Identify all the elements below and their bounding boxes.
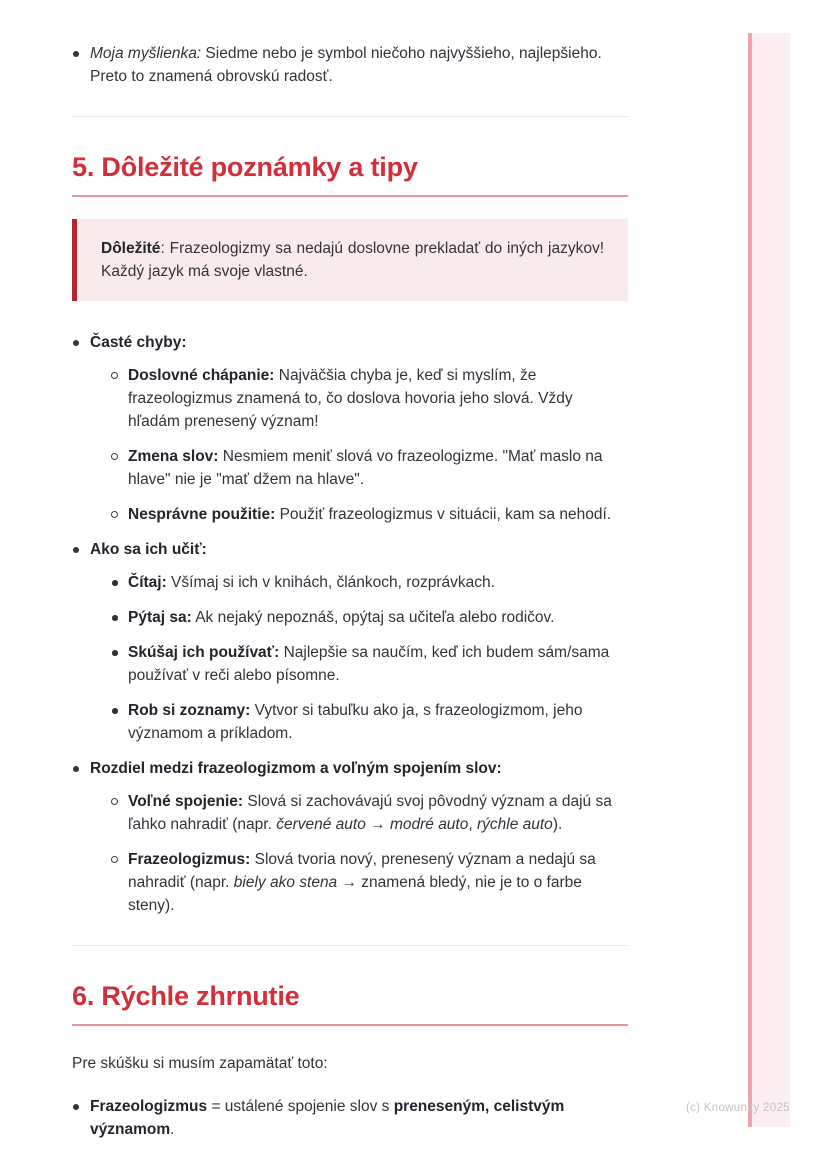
text-segment: Najväčšia chyba je, keď si myslím, že frazeologizmus znamená to, čo doslova hovoria jeho slová. Vždy hľadám prenesený význam! (128, 367, 573, 430)
circle-bullet-icon (111, 798, 118, 805)
text-segment: Najlepšie sa naučím, keď ich budem sám/sama používať v reči alebo písomne. (128, 644, 610, 684)
circle-bullet-icon (111, 453, 118, 460)
text-segment: Slová tvoria nový, prenesený význam a nedajú sa nahradiť (napr. (128, 851, 596, 891)
bullet-icon (73, 51, 79, 57)
bullet-icon (73, 766, 79, 772)
callout-text (101, 237, 604, 283)
text-segment: Časté chyby: (90, 334, 187, 351)
sub-item-text (128, 851, 596, 914)
sub-list-item (110, 503, 628, 526)
bullet-icon (73, 547, 79, 553)
section5-heading: 5. Dôležité poznámky a tipy (72, 151, 628, 197)
sub-list (110, 571, 628, 745)
sub-list-item (110, 606, 628, 629)
list-item-label (90, 760, 502, 777)
sub-list-item (110, 445, 628, 491)
sub-list-item (110, 641, 628, 687)
important-callout (72, 219, 628, 301)
bullet-icon (112, 580, 118, 586)
sub-item-text (128, 506, 611, 523)
text-segment: Frazeologizmus: (128, 851, 251, 868)
sub-item-text (128, 574, 495, 591)
sub-item-text (128, 367, 573, 430)
sub-list-item (110, 790, 628, 836)
text-segment: Čítaj: (128, 574, 167, 591)
content-column (72, 42, 628, 1141)
sub-list-item (110, 848, 628, 917)
text-segment: Slová si zachovávajú svoj pôvodný význam a dajú sa ľahko nahradiť (napr. (128, 793, 612, 833)
text-segment: Nesmiem meniť slová vo frazeologizme. "Mať maslo na hlave" nie je "mať džem na hlave". (128, 448, 603, 488)
text-segment: Voľné spojenie: (128, 793, 244, 810)
list-item (72, 757, 628, 917)
sub-item-text (128, 793, 612, 833)
bullet-icon (112, 708, 118, 714)
list-item-label (90, 334, 186, 351)
list-item-text (90, 1098, 564, 1138)
section5-list (72, 331, 628, 917)
text-segment: rýchle auto (476, 816, 553, 833)
text-segment: Pre skúšku si musím zapamätať toto: (72, 1055, 328, 1072)
list-item (72, 42, 628, 88)
sub-list (110, 364, 628, 526)
text-segment: Siedme nebo je symbol niečoho najvyššieho, najlepšieho. Preto to znamená obrovskú radosť. (90, 45, 602, 85)
watermark: (c) Knowunity 2025 (686, 1102, 790, 1114)
text-segment: Frazeologizmus (90, 1098, 208, 1115)
text-segment: Použiť frazeologizmus v situácii, kam sa nehodí. (275, 506, 612, 523)
text-segment: Zmena slov: (128, 448, 219, 465)
list-item-text (90, 45, 602, 85)
text-segment: Ak nejaký nepoznáš, opýtaj sa učiteľa alebo rodičov. (191, 609, 555, 626)
sub-item-text (128, 644, 609, 684)
sub-list-item (110, 699, 628, 745)
circle-bullet-icon (111, 372, 118, 379)
circle-bullet-icon (111, 511, 118, 518)
text-segment: Doslovné chápanie: (128, 367, 275, 384)
bullet-icon (112, 650, 118, 656)
sub-list-item (110, 364, 628, 433)
sub-list-item (110, 571, 628, 594)
text-segment: . (170, 1121, 175, 1138)
intro-list (72, 42, 628, 88)
bullet-icon (73, 1104, 79, 1110)
highlight-strip (748, 33, 790, 1127)
sub-item-text (128, 609, 554, 626)
text-segment: → znamená bledý, nie je to o farbe steny). (128, 874, 582, 914)
text-segment: Rob si zoznamy: (128, 702, 251, 719)
sub-item-text (128, 448, 603, 488)
text-segment: Moja myšlienka: (90, 45, 202, 62)
text-segment: ). (552, 816, 563, 833)
divider (72, 945, 628, 946)
text-segment: Pýtaj sa: (128, 609, 192, 626)
text-segment: biely ako stena (233, 874, 338, 891)
text-segment: Nesprávne použitie: (128, 506, 276, 523)
text-segment: Skúšaj ich používať: (128, 644, 280, 661)
list-item (72, 331, 628, 526)
bullet-icon (112, 615, 118, 621)
text-segment: Dôležité (101, 240, 161, 257)
section6-lead (72, 1052, 628, 1075)
section6-list (72, 1095, 628, 1141)
text-segment: Všímaj si ich v knihách, článkoch, rozprávkach. (166, 574, 495, 591)
text-segment: , (468, 816, 477, 833)
text-segment: Rozdiel medzi frazeologizmom a voľným spojením slov: (90, 760, 502, 777)
text-segment: Vytvor si tabuľku ako ja, s frazeologizmom, jeho významom a príkladom. (128, 702, 583, 742)
text-segment: : Frazeologizmy sa nedajú doslovne prekladať do iných jazykov! Každý jazyk má svoje vlastné. (101, 240, 604, 280)
section6-heading: 6. Rýchle zhrnutie (72, 980, 628, 1026)
circle-bullet-icon (111, 856, 118, 863)
sub-item-text (128, 702, 582, 742)
bullet-icon (73, 340, 79, 346)
text-segment: = ustálené spojenie slov s (207, 1098, 394, 1115)
divider (72, 116, 628, 117)
list-item (72, 538, 628, 745)
text-segment: Ako sa ich učiť: (90, 541, 207, 558)
list-item-label (90, 541, 207, 558)
text-segment: preneseným, celistvým významom (90, 1098, 565, 1138)
text-segment: červené auto → modré auto (276, 816, 469, 833)
list-item (72, 1095, 628, 1141)
sub-list (110, 790, 628, 917)
